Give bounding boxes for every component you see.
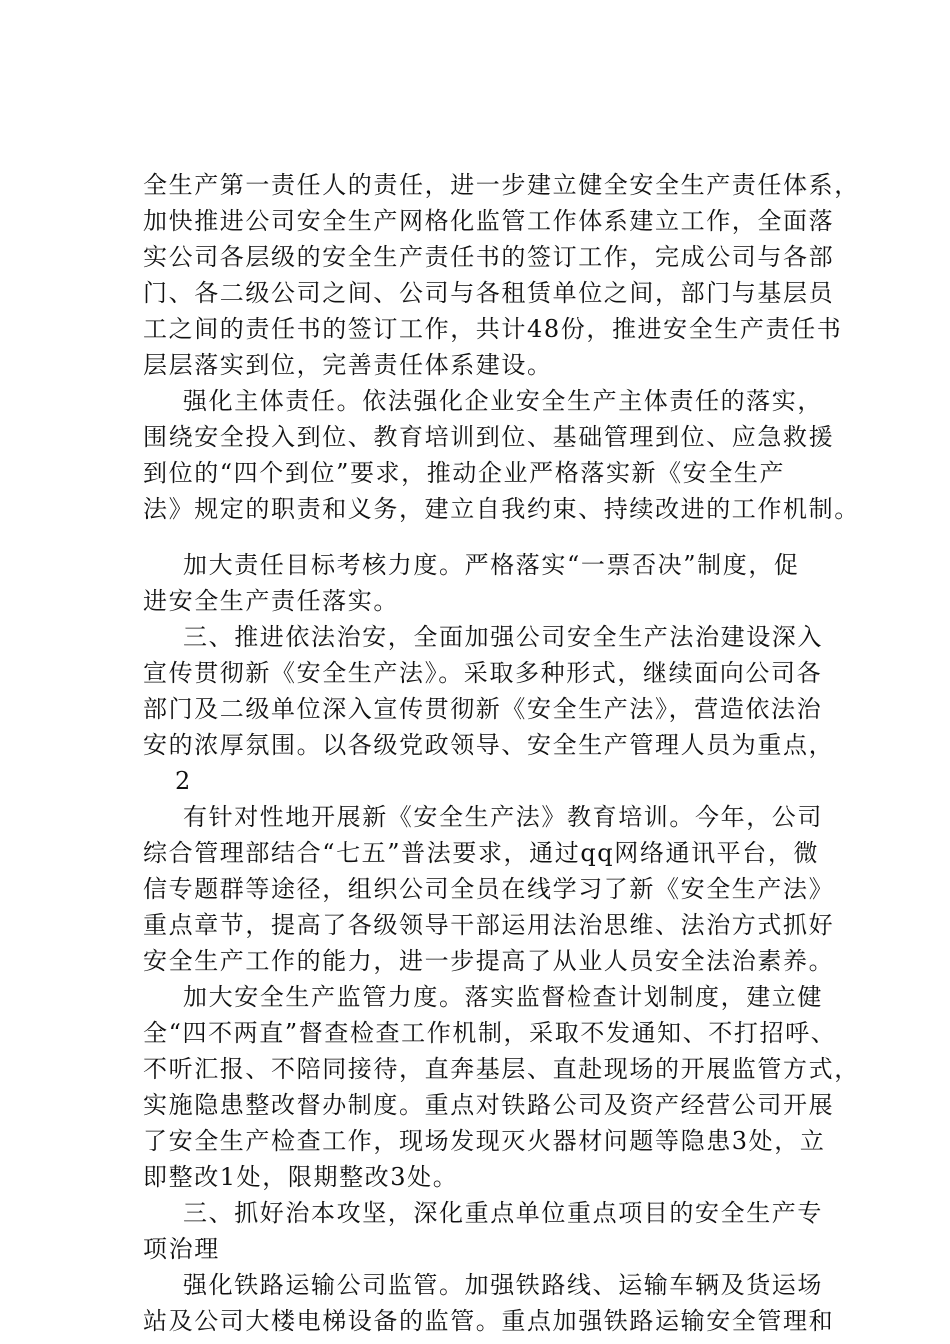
text-line: 宣传贯彻新《安全生产法》。采取多种形式，继续面向公司各 bbox=[143, 659, 823, 687]
text-line: 全生产第一责任人的责任，进一步建立健全安全生产责任体系， bbox=[143, 171, 860, 199]
text-line: 层层落实到位，完善责任体系建设。 bbox=[143, 351, 553, 379]
text-line: 法》规定的职责和义务，建立自我约束、持续改进的工作机制。 bbox=[143, 495, 860, 523]
text-line: 加大责任目标考核力度。严格落实“一票否决”制度，促 bbox=[183, 551, 800, 579]
text-line: 不听汇报、不陪同接待，直奔基层、直赴现场的开展监管方式， bbox=[143, 1055, 860, 1083]
text-line: 进安全生产责任落实。 bbox=[143, 587, 399, 615]
text-line: 即整改1处，限期整改3处。 bbox=[143, 1163, 459, 1191]
text-line: 有针对性地开展新《安全生产法》教育培训。今年，公司 bbox=[183, 803, 823, 831]
text-line: 强化铁路运输公司监管。加强铁路线、运输车辆及货运场 bbox=[183, 1271, 823, 1299]
text-line: 了安全生产检查工作，现场发现灭火器材问题等隐患3处，立 bbox=[143, 1127, 826, 1155]
text-line: 综合管理部结合“七五”普法要求，通过qq网络通讯平台，微 bbox=[143, 839, 820, 867]
page-number-marker: 2 bbox=[175, 767, 192, 795]
text-line: 站及公司大楼电梯设备的监管。重点加强铁路运输安全管理和 bbox=[143, 1307, 835, 1335]
text-line: 安全生产工作的能力，进一步提高了从业人员安全法治素养。 bbox=[143, 947, 835, 975]
text-line: 部门及二级单位深入宣传贯彻新《安全生产法》，营造依法治 bbox=[143, 695, 823, 723]
text-line: 加大安全生产监管力度。落实监督检查计划制度，建立健 bbox=[183, 983, 823, 1011]
text-line: 加快推进公司安全生产网格化监管工作体系建立工作，全面落 bbox=[143, 207, 835, 235]
text-line: 到位的“四个到位”要求，推动企业严格落实新《安全生产 bbox=[143, 459, 786, 487]
text-line: 围绕安全投入到位、教育培训到位、基础管理到位、应急救援 bbox=[143, 423, 835, 451]
text-line: 重点章节，提高了各级领导干部运用法治思维、法治方式抓好 bbox=[143, 911, 835, 939]
text-line: 全“四不两直”督查检查工作机制，采取不发通知、不打招呼、 bbox=[143, 1019, 837, 1047]
text-line: 信专题群等途径，组织公司全员在线学习了新《安全生产法》 bbox=[143, 875, 835, 903]
text-line: 三、推进依法治安，全面加强公司安全生产法治建设深入 bbox=[183, 623, 823, 651]
text-line: 强化主体责任。依法强化企业安全生产主体责任的落实， bbox=[183, 387, 823, 415]
text-line: 项治理 bbox=[143, 1235, 220, 1263]
text-line: 三、抓好治本攻坚，深化重点单位重点项目的安全生产专 bbox=[183, 1199, 823, 1227]
text-line: 实公司各层级的安全生产责任书的签订工作，完成公司与各部 bbox=[143, 243, 835, 271]
text-line: 工之间的责任书的签订工作，共计48份，推进安全生产责任书 bbox=[143, 315, 843, 343]
text-line: 实施隐患整改督办制度。重点对铁路公司及资产经营公司开展 bbox=[143, 1091, 835, 1119]
text-line: 安的浓厚氛围。以各级党政领导、安全生产管理人员为重点， bbox=[143, 731, 835, 759]
text-line: 门、各二级公司之间、公司与各租赁单位之间，部门与基层员 bbox=[143, 279, 835, 307]
